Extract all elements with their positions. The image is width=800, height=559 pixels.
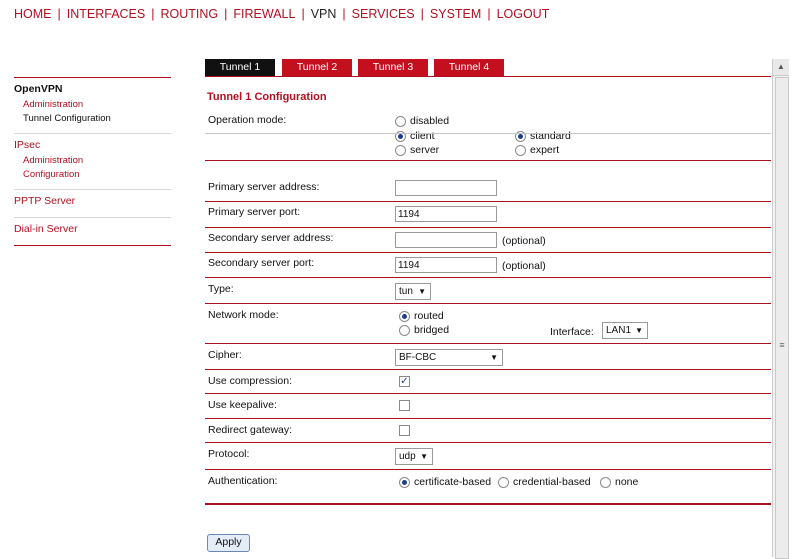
section-divider	[205, 418, 771, 419]
sidebar-item-ipsec-administration[interactable]: Administration	[23, 155, 84, 166]
section-divider	[205, 201, 771, 202]
nav-separator: |	[57, 7, 61, 21]
top-nav	[14, 7, 549, 21]
nav-separator: |	[224, 7, 228, 21]
section-divider	[205, 503, 771, 505]
section-divider	[205, 442, 771, 443]
auth-none-option[interactable]: none	[600, 476, 638, 488]
nav-logout[interactable]: LOGOUT	[496, 7, 550, 21]
radio-icon	[395, 116, 406, 127]
opmode-disabled-option[interactable]: disabled	[395, 115, 449, 127]
radio-icon	[395, 145, 406, 156]
sidebar-group-pptp	[14, 190, 171, 218]
sidebar-item-dialin-server[interactable]: Dial-in Server	[14, 223, 78, 235]
tab-tunnel-1[interactable]: Tunnel 1	[205, 59, 275, 76]
page-title: Tunnel 1 Configuration	[207, 91, 327, 103]
radio-selected-icon	[399, 477, 410, 488]
operation-mode-label: Operation mode:	[208, 114, 287, 126]
secondary-port-label: Secondary server port:	[208, 257, 315, 269]
primary-port-label: Primary server port:	[208, 206, 301, 218]
nav-system[interactable]: SYSTEM	[429, 7, 482, 21]
nav-vpn[interactable]: VPN	[310, 7, 337, 21]
secondary-address-label: Secondary server address:	[208, 232, 334, 244]
radio-icon	[498, 477, 509, 488]
authentication-label: Authentication:	[208, 475, 278, 487]
sidebar-group-openvpn	[14, 78, 171, 134]
radio-icon	[399, 325, 410, 336]
nav-separator: |	[151, 7, 155, 21]
opmode-client-option[interactable]: client	[395, 130, 435, 142]
sidebar-group-ipsec	[14, 134, 171, 190]
network-bridged-option[interactable]: bridged	[399, 324, 449, 336]
opmode-standard-option[interactable]: standard	[515, 130, 571, 142]
nav-routing[interactable]: ROUTING	[160, 7, 219, 21]
chevron-down-icon: ▼	[490, 353, 498, 362]
nav-separator: |	[487, 7, 491, 21]
section-divider	[205, 369, 771, 370]
network-mode-label: Network mode:	[208, 309, 279, 321]
sidebar-group-dialin	[14, 218, 171, 246]
sidebar-item-openvpn[interactable]: OpenVPN	[14, 83, 63, 95]
tab-tunnel-2[interactable]: Tunnel 2	[282, 59, 352, 76]
nav-separator: |	[301, 7, 305, 21]
section-divider	[205, 160, 771, 161]
auth-credential-option[interactable]: credential-based	[498, 476, 591, 488]
radio-icon	[600, 477, 611, 488]
secondary-address-input[interactable]	[395, 232, 497, 248]
scroll-up-icon[interactable]: ▲	[773, 59, 789, 76]
section-divider	[205, 227, 771, 228]
sidebar-item-tunnel-configuration[interactable]: Tunnel Configuration	[23, 113, 111, 124]
section-divider	[205, 469, 771, 470]
chevron-down-icon: ▼	[418, 287, 426, 296]
section-divider	[205, 393, 771, 394]
cipher-label: Cipher:	[208, 349, 242, 361]
protocol-select[interactable]: udp ▼	[395, 448, 433, 465]
section-divider	[205, 252, 771, 253]
secondary-port-hint: (optional)	[502, 260, 546, 272]
apply-button[interactable]: Apply	[207, 534, 250, 552]
secondary-port-input[interactable]: 1194	[395, 257, 497, 273]
network-routed-option[interactable]: routed	[399, 310, 444, 322]
primary-address-label: Primary server address:	[208, 181, 320, 193]
compression-checkbox[interactable]: ✓	[400, 376, 409, 387]
scrollbar-thumb[interactable]	[775, 77, 789, 559]
protocol-label: Protocol:	[208, 448, 250, 460]
secondary-address-hint: (optional)	[502, 235, 546, 247]
tab-tunnel-3[interactable]: Tunnel 3	[358, 59, 428, 76]
section-divider	[205, 343, 771, 344]
primary-address-input[interactable]	[395, 180, 497, 196]
keepalive-label: Use keepalive:	[208, 399, 277, 411]
radio-icon	[515, 145, 526, 156]
type-label: Type:	[208, 283, 234, 295]
nav-services[interactable]: SERVICES	[351, 7, 415, 21]
interface-select[interactable]: LAN1 ▼	[602, 322, 648, 339]
sidebar-item-ipsec-configuration[interactable]: Configuration	[23, 169, 80, 180]
sidebar-item-ipsec[interactable]: IPsec	[14, 139, 41, 151]
radio-selected-icon	[399, 311, 410, 322]
tab-tunnel-4[interactable]: Tunnel 4	[434, 59, 504, 76]
compression-label: Use compression:	[208, 375, 293, 387]
section-divider	[205, 277, 771, 278]
redirect-checkbox[interactable]	[399, 425, 410, 436]
sidebar	[14, 77, 171, 246]
tabs-underline	[205, 76, 771, 77]
nav-separator: |	[342, 7, 346, 21]
auth-certificate-option[interactable]: certificate-based	[399, 476, 491, 488]
redirect-label: Redirect gateway:	[208, 424, 293, 436]
divider	[205, 133, 771, 134]
grip-icon: ≡	[779, 340, 785, 350]
cipher-select[interactable]: BF-CBC ▼	[395, 349, 503, 366]
opmode-server-option[interactable]: server	[395, 144, 439, 156]
primary-port-input[interactable]: 1194	[395, 206, 497, 222]
section-divider	[205, 303, 771, 304]
sidebar-item-openvpn-administration[interactable]: Administration	[23, 99, 84, 110]
interface-label: Interface:	[550, 326, 594, 338]
chevron-down-icon: ▼	[420, 452, 428, 461]
type-select[interactable]: tun ▼	[395, 283, 431, 300]
keepalive-checkbox[interactable]	[399, 400, 410, 411]
nav-separator: |	[420, 7, 424, 21]
opmode-expert-option[interactable]: expert	[515, 144, 559, 156]
nav-home[interactable]: HOME	[14, 7, 52, 21]
nav-interfaces[interactable]: INTERFACES	[66, 7, 146, 21]
nav-firewall[interactable]: FIREWALL	[233, 7, 296, 21]
vertical-scrollbar[interactable]	[772, 59, 789, 557]
chevron-down-icon: ▼	[635, 326, 643, 335]
sidebar-item-pptp-server[interactable]: PPTP Server	[14, 195, 76, 207]
